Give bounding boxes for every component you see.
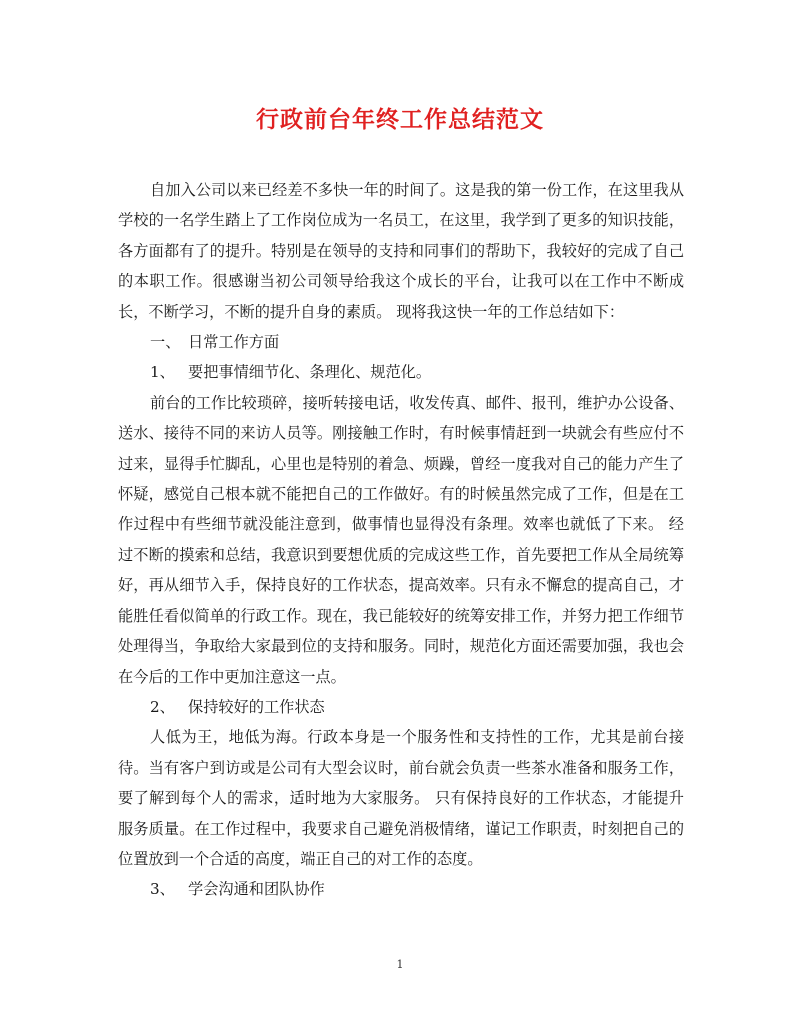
document-title: 行政前台年终工作总结范文: [256, 106, 544, 133]
item-title: 保持较好的工作状态: [188, 697, 325, 716]
item-title: 学会沟通和团队协作: [188, 880, 325, 899]
item-heading-3: [118, 874, 684, 904]
section-heading-1: [118, 327, 684, 357]
item-2-paragraph: 人低为王，地低为海。行政本身是一个服务性和支持性的工作，尤其是前台接待。当有客户到访或是公司有大型会议时，前台就会负责一些茶水准备和服务工作，要了解到每个人的需求，适时地为大家服务。 只有保持良好的工作状态，才能提升服务质量。在工作过程中，我要求自己避免消极情绪，谨记工作职责，时刻把自己的位置放到一个合适的高度，端正自己的对工作的态度。: [118, 728, 684, 868]
item-1-paragraph: 前台的工作比较琐碎，接听转接电话，收发传真、邮件、报刊，维护办公设备、送水、接待不同的来访人员等。刚接触工作时，有时候事情赶到一块就会有些应付不过来，显得手忙脚乱，心里也是特别的着急、烦躁，曾经一度我对自己的能力产生了怀疑，感觉自己根本就不能把自己的工作做好。有的时候虽然完成了工作，但是在工作过程中有些细节就没能注意到，做事情也显得没有条理。效率也就低了下来。 经过不断的摸索和总结，我意识到要想优质的完成这些工作，首先要把工作从全局统筹好，再从细节入手，保持良好的工作状态，提高效率。只有永不懈怠的提高自己，才能胜任看似简单的行政工作。现在，我已能较好的统筹安排工作，并努力把工作细节处理得当，争取给大家最到位的支持和服务。同时，规范化方面还需要加强，我也会在今后的工作中更加注意这一点。: [118, 393, 684, 686]
document-body: [118, 175, 684, 905]
item-heading-1: [118, 357, 684, 387]
item-number: 1、: [150, 363, 175, 382]
section-number: 一、: [150, 333, 181, 352]
item-number: 2、: [150, 697, 175, 716]
item-number: 3、: [150, 880, 175, 899]
item-heading-2: [118, 692, 684, 722]
item-title: 要把事情细节化、条理化、规范化。: [188, 363, 431, 382]
section-title: 日常工作方面: [188, 333, 280, 352]
intro-paragraph: 自加入公司以来已经差不多快一年的时间了。这是我的第一份工作，在这里我从学校的一名学生踏上了工作岗位成为一名员工，在这里，我学到了更多的知识技能，各方面都有了的提升。特别是在领导的支持和同事们的帮助下，我较好的完成了自己的本职工作。很感谢当初公司领导给我这个成长的平台，让我可以在工作中不断成长，不断学习，不断的提升自身的素质。 现将我这快一年的工作总结如下：: [118, 181, 684, 321]
page-number: 1: [396, 958, 404, 971]
